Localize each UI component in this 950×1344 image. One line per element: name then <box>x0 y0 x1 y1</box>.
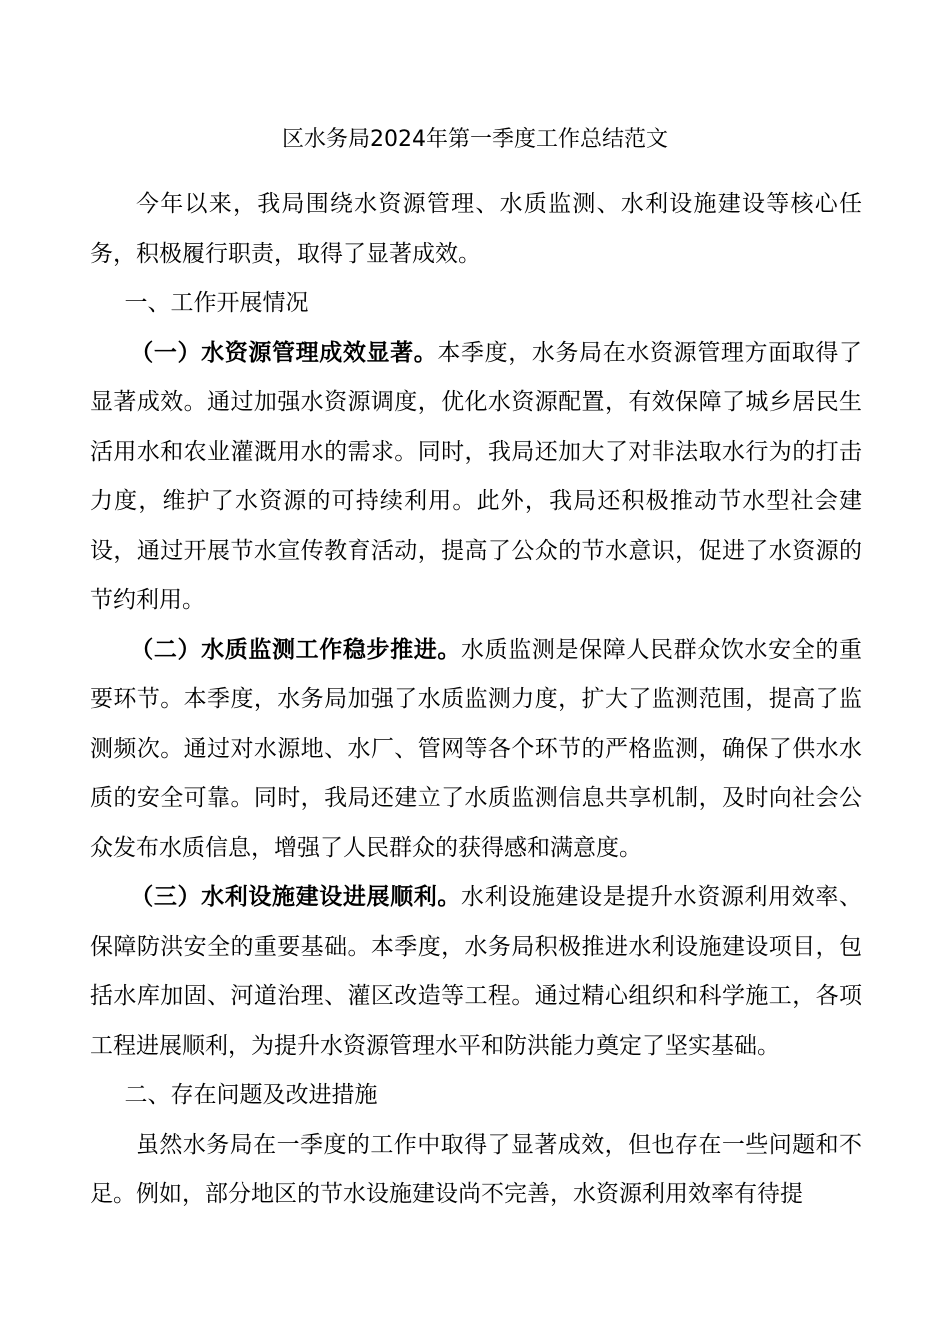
item-1-body: 本季度，水务局在水资源管理方面取得了显著成效。通过加强水资源调度，优化水资源配置，有效保障了城乡居民生活用水和农业灌溉用水的需求。同时，我局还加大了对非法取水行为的打击力度，维护了水资源的可持续利用。此外，我局还积极推动节水型社会建设，通过开展节水宣传教育活动，提高了公众的节水意识，促进了水资源的节约利用。 <box>90 339 862 613</box>
item-3-title: （三）水利设施建设进展顺利。 <box>130 884 461 910</box>
intro-paragraph: 今年以来，我局围绕水资源管理、水质监测、水利设施建设等核心任务，积极履行职责，取得了显著成效。 <box>90 191 862 267</box>
section-2-heading: 二、存在问题及改进措施 <box>124 1082 378 1108</box>
section-1-item-1 <box>90 329 862 626</box>
item-2-body: 水质监测是保障人民群众饮水安全的重要环节。本季度，水务局加强了水质监测力度，扩大了监测范围，提高了监测频次。通过对水源地、水厂、管网等各个环节的严格监测，确保了供水水质的安全可靠。同时，我局还建立了水质监测信息共享机制，及时向社会公众发布水质信息，增强了人民群众的获得感和满意度。 <box>90 636 862 861</box>
item-2-title: （二）水质监测工作稳步推进。 <box>130 636 461 663</box>
item-1-title: （一）水资源管理成效显著。 <box>130 339 438 366</box>
item-3-body: 水利设施建设是提升水资源利用效率、保障防洪安全的重要基础。本季度，水务局积极推进水利设施建设项目，包括水库加固、河道治理、灌区改造等工程。通过精心组织和科学施工，各项工程进展顺利，为提升水资源管理水平和防洪能力奠定了坚实基础。 <box>90 884 862 1059</box>
section-2-paragraph: 虽然水务局在一季度的工作中取得了显著成效，但也存在一些问题和不足。例如，部分地区的节水设施建设尚不完善，水资源利用效率有待提 <box>90 1131 862 1207</box>
document-title: 区水务局2024年第一季度工作总结范文 <box>282 127 668 152</box>
section-1-heading: 一、工作开展情况 <box>124 290 309 316</box>
document-body <box>90 180 862 1220</box>
section-1-item-3 <box>90 873 862 1071</box>
section-1-item-2 <box>90 626 862 874</box>
